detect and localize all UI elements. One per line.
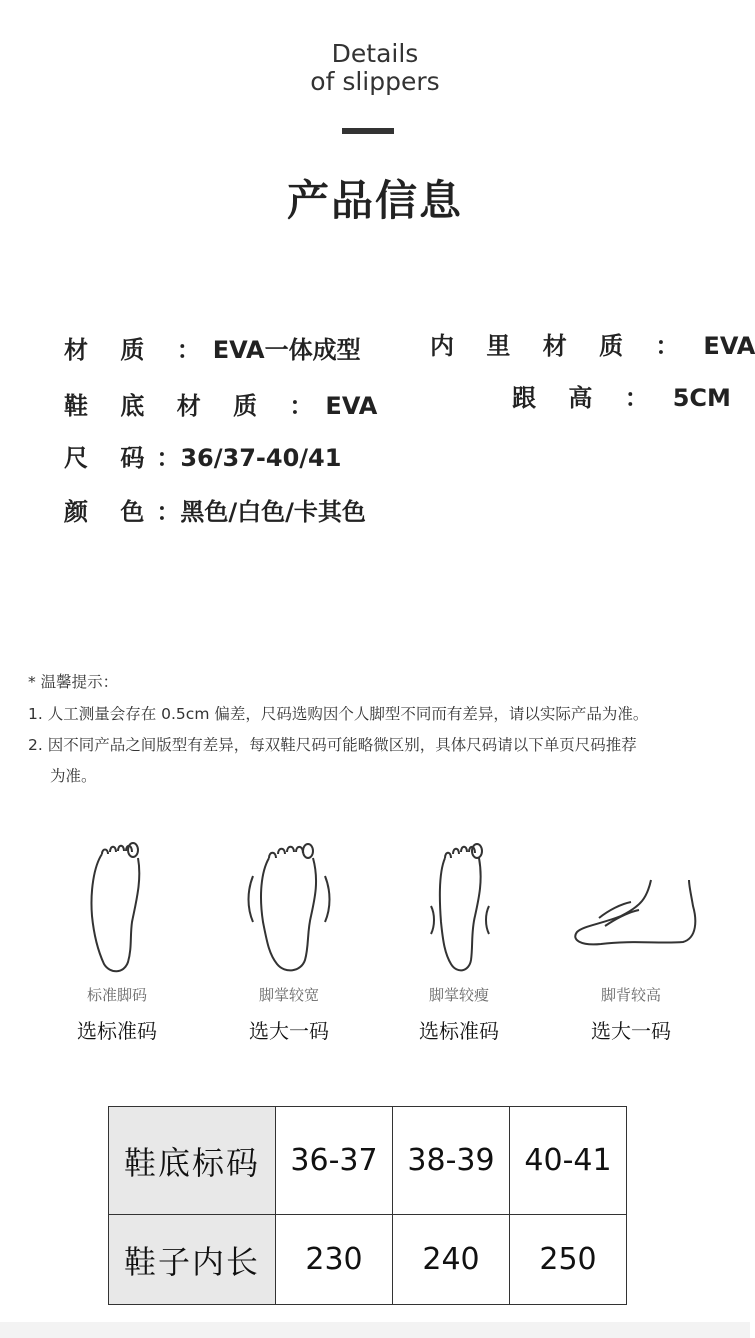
spec-lining bbox=[430, 326, 755, 361]
spec-size-value: ：36/37-40/41 bbox=[156, 444, 342, 472]
spec-heel-label: 跟 高 ： bbox=[512, 384, 661, 412]
foot-guide-standard bbox=[32, 836, 202, 1044]
spec-sole bbox=[64, 386, 377, 421]
table-cell: 40-41 bbox=[510, 1107, 627, 1215]
header-en-line2: of slippers bbox=[310, 67, 440, 96]
table-cell: 230 bbox=[276, 1215, 393, 1305]
notes-line1: 1. 人工测量会存在 0.5cm 偏差，尺码选购因个人脚型不同而有差异，请以实际产品为准。 bbox=[28, 705, 649, 723]
spec-sole-value: EVA bbox=[325, 392, 378, 420]
spec-size bbox=[64, 438, 341, 473]
spec-size-label: 尺 码 bbox=[64, 444, 157, 472]
foot-guide-wide bbox=[204, 836, 374, 1044]
foot-narrow-sub: 脚掌较瘦 bbox=[428, 986, 489, 1004]
spec-color bbox=[64, 492, 366, 527]
foot-wide-sub: 脚掌较宽 bbox=[258, 986, 319, 1004]
foot-standard-sub: 标准脚码 bbox=[86, 986, 147, 1004]
foot-narrow-main: 选标准码 bbox=[419, 1019, 499, 1043]
foot-guide-narrow bbox=[374, 836, 544, 1044]
spec-lining-value: EVA bbox=[703, 332, 755, 360]
spec-material-value: EVA一体成型 bbox=[212, 336, 361, 364]
header-divider bbox=[342, 128, 394, 134]
wide-foot-icon bbox=[239, 836, 339, 976]
table-row bbox=[109, 1107, 627, 1215]
table-cell: 240 bbox=[393, 1215, 510, 1305]
spec-color-value: ：黑色/白色/卡其色 bbox=[156, 498, 366, 526]
table-cell: 250 bbox=[510, 1215, 627, 1305]
table-row-header-inner-length: 鞋子内长 bbox=[109, 1215, 276, 1305]
spec-color-label: 颜 色 bbox=[64, 498, 157, 526]
narrow-foot-icon bbox=[409, 836, 509, 976]
notes-title: * 温馨提示： bbox=[28, 673, 119, 691]
header-en-line1: Details bbox=[331, 39, 419, 68]
table-cell: 38-39 bbox=[393, 1107, 510, 1215]
spec-material bbox=[64, 330, 361, 365]
spec-heel bbox=[512, 378, 731, 413]
spec-material-label: 材 质 ： bbox=[64, 336, 213, 364]
table-row-header-sole-size: 鞋底标码 bbox=[109, 1107, 276, 1215]
spec-heel-value: 5CM bbox=[672, 384, 731, 412]
notes-line2: 2. 因不同产品之间版型有差异，每双鞋尺码可能略微区别，具体尺码请以下单页尺码推荐 bbox=[28, 736, 637, 754]
table-cell: 36-37 bbox=[276, 1107, 393, 1215]
high-instep-foot-icon bbox=[561, 836, 701, 976]
foot-wide-main: 选大一码 bbox=[249, 1019, 329, 1043]
foot-high-instep-main: 选大一码 bbox=[591, 1019, 671, 1043]
table-row bbox=[109, 1215, 627, 1305]
foot-guide-high-instep bbox=[546, 836, 716, 1044]
notes-line3: 为准。 bbox=[50, 767, 97, 785]
size-table bbox=[108, 1106, 627, 1305]
spec-lining-label: 内 里 材 质 ： bbox=[430, 332, 692, 360]
standard-foot-icon bbox=[72, 836, 162, 976]
foot-high-instep-sub: 脚背较高 bbox=[600, 986, 661, 1004]
spec-sole-label: 鞋 底 材 质 ： bbox=[64, 392, 326, 420]
bottom-strip bbox=[0, 1322, 750, 1338]
foot-standard-main: 选标准码 bbox=[77, 1019, 157, 1043]
page-title: 产品信息 bbox=[286, 176, 463, 225]
